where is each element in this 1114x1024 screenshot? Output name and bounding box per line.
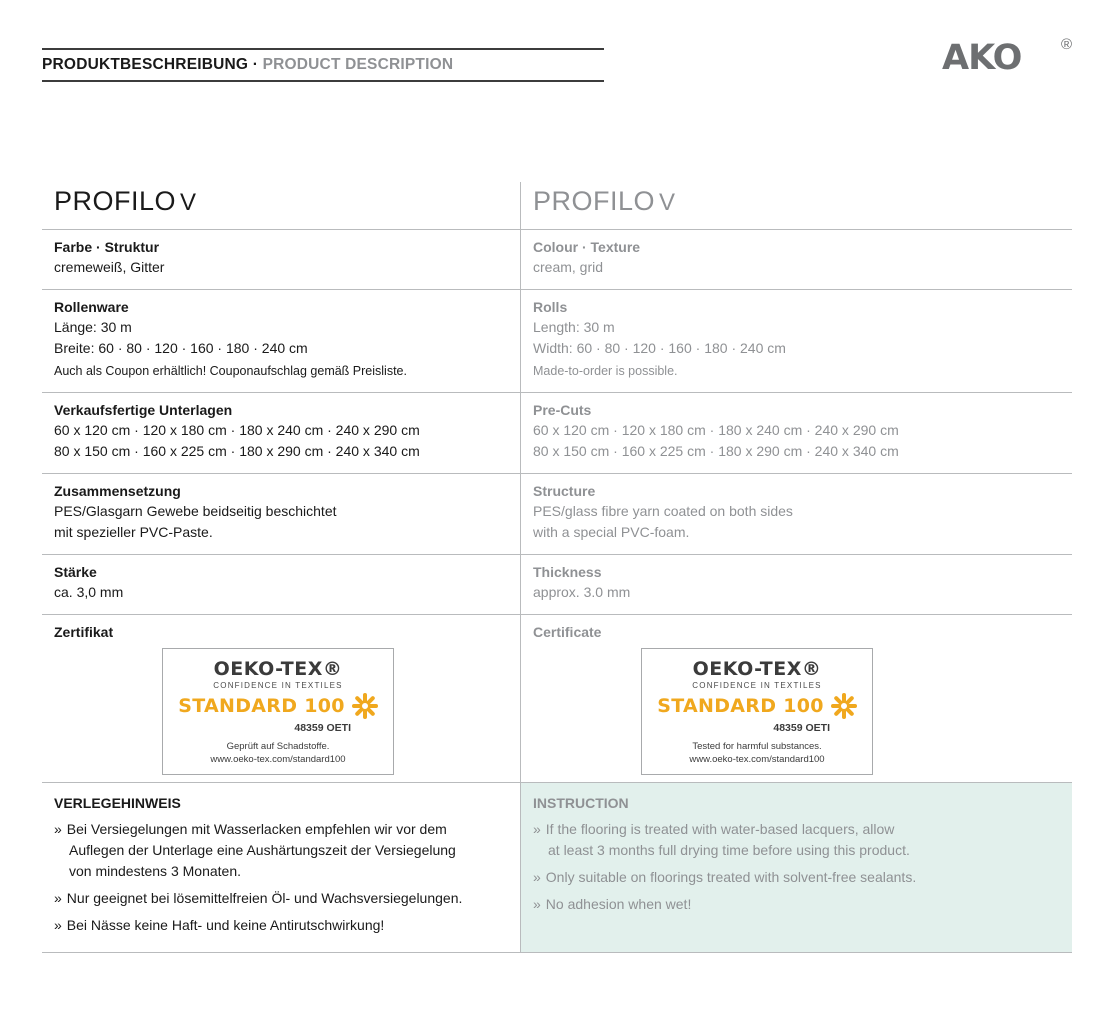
oeko-tex-subtitle: CONFIDENCE IN TEXTILES [692,681,822,690]
instruction-item-text: No adhesion when wet! [545,896,692,912]
product-title-de [54,186,508,217]
instruction-item-text: Bei Versiegelungen mit Wasserlacken empfehlen wir vor dem [66,821,447,837]
instruction-item-text: If the flooring is treated with water-based lacquers, allow [545,821,895,837]
spec-line: ca. 3,0 mm [54,584,124,600]
spec-line: mit spezieller PVC-Paste. [54,524,213,540]
instruction-item-text: Nur geeignet bei lösemittelfreien Öl- und Wachsversiegelungen. [66,890,463,906]
certificate-cell-de [42,615,521,789]
spec-line: 60 x 120 cm · 120 x 180 cm · 180 x 240 cm · 240 x 290 cm [533,422,899,438]
registered-trademark-icon: ® [1060,36,1072,53]
bullet-icon: » [54,890,62,906]
oeko-tex-badge-en [641,648,873,775]
oeko-tex-footline-1: Tested for harmful substances. [692,741,822,752]
flower-icon [831,693,857,719]
spec-label: Thickness [533,564,602,580]
table-row-product-title [42,182,1072,230]
product-variant-de: V [180,189,197,216]
ako-logo-text: AKO [942,38,1022,78]
spec-cell-en [521,290,1072,392]
spec-line: Länge: 30 m [54,319,132,335]
spec-label: Stärke [54,564,97,580]
oeko-tex-badge-de [162,648,394,775]
spec-cell-en [521,230,1072,289]
spec-line: Width: 60 · 80 · 120 · 160 · 180 · 240 cm [533,340,786,356]
certificate-cell-en [521,615,1072,789]
instruction-title-en: INSTRUCTION [533,795,629,811]
spec-cell-de [42,555,521,614]
spec-cell-de [42,393,521,473]
bullet-icon: » [533,869,541,885]
spec-label: Rollenware [54,299,129,315]
spec-cell-en [521,393,1072,473]
oeko-tex-standard-row [650,693,864,719]
product-title-en-cell [521,182,1072,229]
instruction-item [533,819,1058,861]
instruction-item-cont: von mindestens 3 Monaten. [69,863,241,879]
table-row [42,555,1072,615]
product-name-en: PROFILO [533,186,656,216]
oeko-tex-title: OEKO-TEX® [213,658,343,680]
instruction-title-de: VERLEGEHINWEIS [54,795,181,811]
page-title-separator: · [252,56,259,73]
oeko-tex-standard: STANDARD 100 [178,695,345,717]
page-title [42,56,604,74]
instruction-item-text: Bei Nässe keine Haft- und keine Antirutschwirkung! [66,917,385,933]
instruction-cell-en [521,783,1072,952]
spec-cell-de [42,230,521,289]
oeko-tex-footline-1: Geprüft auf Schadstoffe. [226,741,330,752]
table-row [42,393,1072,474]
instruction-block [42,782,1072,953]
spec-label: Pre-Cuts [533,402,592,418]
spec-note: Auch als Coupon erhältlich! Couponaufschlag gemäß Preisliste. [54,364,407,378]
spec-cell-en [521,474,1072,554]
spec-line: 80 x 150 cm · 160 x 225 cm · 180 x 290 cm · 240 x 340 cm [54,443,420,459]
oeko-tex-number: 48359 OETI [773,722,830,734]
spec-label: Structure [533,483,596,499]
spec-note: Made-to-order is possible. [533,364,678,378]
instruction-cell-de [42,783,521,952]
table-row-certificate [42,615,1072,789]
oeko-tex-subtitle: CONFIDENCE IN TEXTILES [213,681,343,690]
table-row [42,290,1072,393]
oeko-tex-footline-2: www.oeko-tex.com/standard100 [210,754,346,765]
spec-table [42,182,1072,789]
spec-line: 80 x 150 cm · 160 x 225 cm · 180 x 290 cm · 240 x 340 cm [533,443,899,459]
table-row [42,230,1072,290]
instruction-item [54,819,506,882]
instruction-item-text: Only suitable on floorings treated with solvent-free sealants. [545,869,917,885]
spec-line: cream, grid [533,259,604,275]
spec-line: 60 x 120 cm · 120 x 180 cm · 180 x 240 cm · 240 x 290 cm [54,422,420,438]
bullet-icon: » [54,917,62,933]
page-title-de: PRODUKTBESCHREIBUNG [42,56,249,73]
oeko-tex-standard: STANDARD 100 [657,695,824,717]
bullet-icon: » [533,821,541,837]
spec-line: PES/glass fibre yarn coated on both sides [533,503,793,519]
instruction-item-cont: Auflegen der Unterlage eine Aushärtungszeit der Versiegelung [69,842,456,858]
spec-cell-de [42,290,521,392]
spec-line: with a special PVC-foam. [533,524,690,540]
product-title-de-cell [42,182,521,229]
spec-cell-de [42,474,521,554]
instruction-item [533,867,1058,888]
spec-label: Farbe · Struktur [54,239,160,255]
ako-logo [942,38,1072,84]
page-header [42,36,1072,98]
instruction-item [533,894,1058,915]
instruction-item-cont: at least 3 months full drying time before using this product. [548,842,910,858]
product-variant-en: V [659,189,676,216]
instruction-item [54,915,506,936]
product-title-en [533,186,1060,217]
spec-label: Colour · Texture [533,239,641,255]
spec-label: Zertifikat [54,624,114,640]
instruction-item [54,888,506,909]
bullet-icon: » [533,896,541,912]
flower-icon [352,693,378,719]
bullet-icon: » [54,821,62,837]
spec-line: Breite: 60 · 80 · 120 · 160 · 180 · 240 cm [54,340,308,356]
spec-label: Certificate [533,624,602,640]
spec-label: Zusammensetzung [54,483,181,499]
spec-label: Verkaufsfertige Unterlagen [54,402,233,418]
oeko-tex-standard-row [171,693,385,719]
product-name-de: PROFILO [54,186,177,216]
oeko-tex-title: OEKO-TEX® [692,658,822,680]
spec-cell-en [521,555,1072,614]
spec-label: Rolls [533,299,568,315]
page-title-en: PRODUCT DESCRIPTION [262,56,454,73]
spec-line: PES/Glasgarn Gewebe beidseitig beschichtet [54,503,337,519]
header-title-rule [42,48,604,82]
spec-line: Length: 30 m [533,319,615,335]
spec-line: cremeweiß, Gitter [54,259,165,275]
spec-line: approx. 3.0 mm [533,584,631,600]
oeko-tex-number: 48359 OETI [294,722,351,734]
oeko-tex-footline-2: www.oeko-tex.com/standard100 [689,754,825,765]
table-row [42,474,1072,555]
